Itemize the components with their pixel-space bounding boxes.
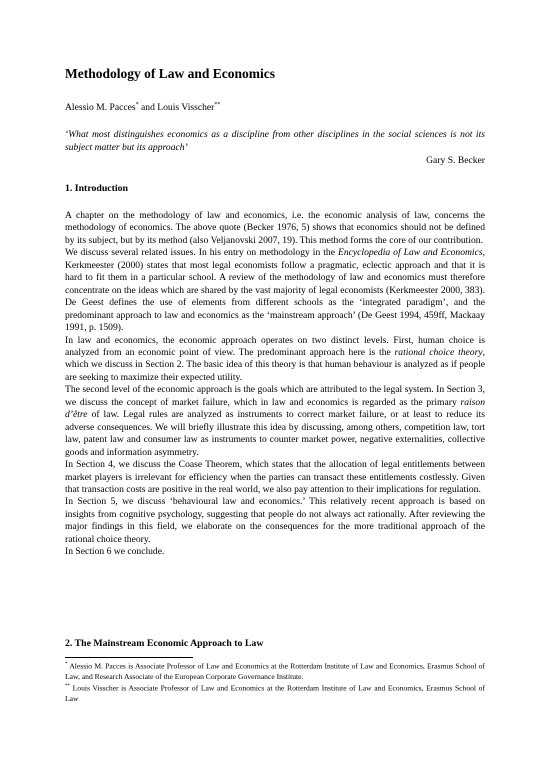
author-line: [65, 102, 220, 113]
italic-term: raison d’être: [65, 396, 485, 421]
footnote: * Alessio M. Pacces is Associate Professor of Law and Economics at the Rotterdam Institute of Law and Economics, Erasmus School of Law, and Research Associate of the European Corporate Governance Institute.: [65, 661, 485, 681]
footnotes: [65, 660, 485, 704]
section-heading: 2. The Mainstream Economic Approach to Law: [65, 638, 264, 649]
paragraph: In law and economics, the economic approach operates on two distinct levels. First, human choice is analyzed from an economic point of view. The predominant approach here is the rational choice theory, which we discuss in Section 2. The basic idea of this theory is that human behaviour is analyzed as if people are seeking to maximize their expected utility.: [65, 334, 485, 383]
section-heading: 1. Introduction: [65, 183, 128, 194]
footnote-marker[interactable]: *: [135, 102, 139, 108]
paragraph: In Section 6 we conclude.: [65, 546, 165, 558]
author-name: Alessio M. Pacces: [65, 102, 136, 114]
paragraph: A chapter on the methodology of law and economics, i.e. the economic analysis of law, concerns the methodology of economics. The above quote (Becker 1976, 5) shows that economics should not be defined by its subject, but by its method (also Veljanovski 2007, 19). This method forms the core of our contribution.: [65, 210, 485, 246]
paragraph: The second level of the economic approach is the goals which are attributed to the legal system. In Section 3, we discuss the concept of market failure, which in law and economics is regarded as the primary raison d’être of law. Legal rules are analyzed as instruments to correct market failure, or at least to reduce its adverse consequences. We will briefly illustrate this idea by discussing, among others, competition law, tort law, patent law and consumer law as instruments to counter market power, negative externalities, collective goods and information asymmetry.: [65, 384, 485, 458]
paragraph: In Section 5, we discuss ‘behavioural law and economics.’ This relatively recent approach is based on insights from cognitive psychology, suggesting that people do not always act rationally. After reviewing the major findings in this field, we elaborate on the consequences for the more traditional approach of the rational choice theory.: [65, 496, 485, 545]
epigraph-author: Gary S. Becker: [426, 155, 485, 166]
footnote-divider: [65, 657, 193, 658]
paper-title: Methodology of Law and Economics: [65, 66, 276, 81]
epigraph-quote: ‘What most distinguishes economics as a discipline from other disciplines in the social sciences is not its subject matter but its approach’: [65, 129, 485, 153]
section-body: [65, 210, 485, 559]
footnote-mark: *: [65, 662, 68, 667]
italic-term: rational choice theory: [394, 346, 483, 358]
footnote-marker[interactable]: **: [214, 102, 221, 108]
author-conjunction: and: [138, 102, 158, 114]
footnote: ** Louis Visscher is Associate Professor of Law and Economics at the Rotterdam Institute of Law and Economics, Erasmus School of Law: [65, 683, 485, 703]
paragraph: In Section 4, we discuss the Coase Theorem, which states that the allocation of legal entitlements between market players is irrelevant for efficiency when the parties can transact these entitlements costlessly. Given that transaction costs are positive in the real world, we also pay attention to their implications for regulation.: [65, 459, 485, 495]
italic-title: Encyclopedia of Law and Economics: [337, 247, 483, 259]
footnote-mark: **: [65, 683, 70, 689]
author-name: Louis Visscher: [157, 102, 215, 114]
paragraph: We discuss several related issues. In his entry on methodology in the Encyclopedia of Law and Economics, Kerkmeester (2000) states that most legal economists follow a pragmatic, eclectic approach and that it is hard to fit them in a particular school. A review of the methodology of law and economics must therefore concentrate on the ideas which are shared by the vast majority of legal economists (Kerkmeester 2000, 383). De Geest defines the use of elements from different schools as the ‘integrated paradigm’, and the predominant approach to law and economics as the ‘mainstream approach’ (De Geest 1994, 459ff, Mackaay 1991, p. 1509).: [65, 247, 485, 334]
